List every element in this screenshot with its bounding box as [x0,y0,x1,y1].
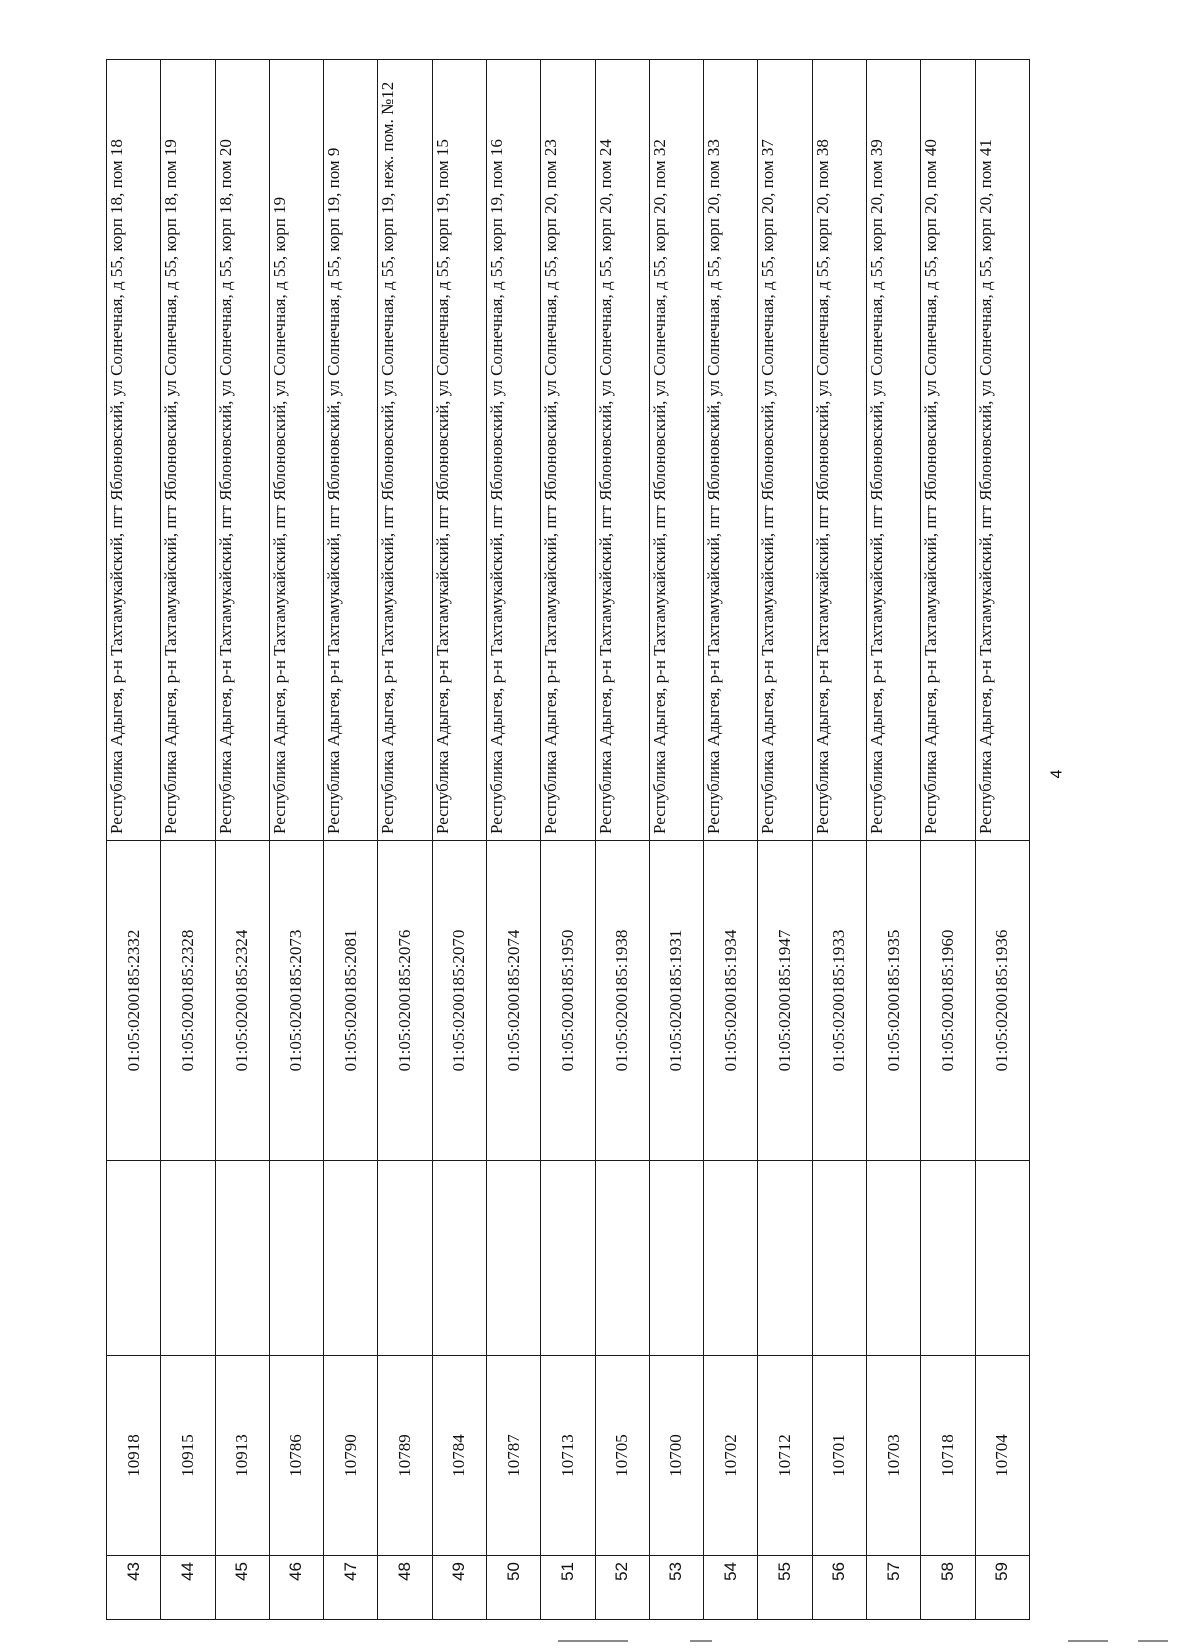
empty-cell [812,1161,866,1356]
table-row [649,60,703,1620]
page-number: 4 [1048,769,1066,779]
address-cell: Республика Адыгея, р-н Тахтамукайский, пгт Яблоновский, ул Солнечная, д 55, корп 18, пом 19 [161,60,215,841]
object-code-cell: 10700 [649,1356,703,1556]
empty-cell [324,1161,378,1356]
object-code-cell: 10704 [975,1356,1030,1556]
address-cell: Республика Адыгея, р-н Тахтамукайский, пгт Яблоновский, ул Солнечная, д 55, корп 20, пом 38 [812,60,866,841]
address-cell: Республика Адыгея, р-н Тахтамукайский, пгт Яблоновский, ул Солнечная, д 55, корп 19, неж. пом. №12 [378,60,432,841]
empty-cell [921,1161,975,1356]
row-number-cell: 51 [541,1556,595,1620]
empty-cell [866,1161,920,1356]
address-cell: Республика Адыгея, р-н Тахтамукайский, пгт Яблоновский, ул Солнечная, д 55, корп 19, пом 15 [432,60,486,841]
empty-cell [541,1161,595,1356]
address-cell: Республика Адыгея, р-н Тахтамукайский, пгт Яблоновский, ул Солнечная, д 55, корп 18, пом 20 [215,60,269,841]
row-number-cell: 56 [812,1556,866,1620]
address-cell: Республика Адыгея, р-н Тахтамукайский, пгт Яблоновский, ул Солнечная, д 55, корп 20, пом 24 [595,60,649,841]
cadastral-number-cell: 01:05:0200185:1938 [595,841,649,1161]
table-row [161,60,215,1620]
object-code-cell: 10703 [866,1356,920,1556]
table-row [595,60,649,1620]
cadastral-number-cell: 01:05:0200185:1936 [975,841,1030,1161]
empty-cell [486,1161,540,1356]
property-registry-table [106,59,1030,1620]
row-number-cell: 46 [269,1556,323,1620]
object-code-cell: 10705 [595,1356,649,1556]
table-row [107,60,161,1620]
cadastral-number-cell: 01:05:0200185:2332 [107,841,161,1161]
cadastral-number-cell: 01:05:0200185:1960 [921,841,975,1161]
empty-cell [758,1161,812,1356]
object-code-cell: 10790 [324,1356,378,1556]
object-code-cell: 10784 [432,1356,486,1556]
object-code-cell: 10701 [812,1356,866,1556]
cadastral-number-cell: 01:05:0200185:2076 [378,841,432,1161]
object-code-cell: 10712 [758,1356,812,1556]
table-row [269,60,323,1620]
object-code-cell: 10786 [269,1356,323,1556]
scan-artifact-line [1068,1640,1108,1642]
row-number-cell: 59 [975,1556,1030,1620]
object-code-cell: 10918 [107,1356,161,1556]
table-row [541,60,595,1620]
object-code-cell: 10718 [921,1356,975,1556]
empty-cell [432,1161,486,1356]
cadastral-number-cell: 01:05:0200185:1947 [758,841,812,1161]
address-cell: Республика Адыгея, р-н Тахтамукайский, пгт Яблоновский, ул Солнечная, д 55, корп 20, пом 41 [975,60,1030,841]
object-code-cell: 10913 [215,1356,269,1556]
scan-artifact-line [558,1640,628,1642]
address-cell: Республика Адыгея, р-н Тахтамукайский, пгт Яблоновский, ул Солнечная, д 55, корп 18, пом 18 [107,60,161,841]
empty-cell [161,1161,215,1356]
address-cell: Республика Адыгея, р-н Тахтамукайский, пгт Яблоновский, ул Солнечная, д 55, корп 20, пом 39 [866,60,920,841]
address-cell: Республика Адыгея, р-н Тахтамукайский, пгт Яблоновский, ул Солнечная, д 55, корп 20, пом 33 [704,60,758,841]
table-row [324,60,378,1620]
address-cell: Республика Адыгея, р-н Тахтамукайский, пгт Яблоновский, ул Солнечная, д 55, корп 20, пом 37 [758,60,812,841]
cadastral-number-cell: 01:05:0200185:2328 [161,841,215,1161]
scan-artifact-line [1138,1640,1168,1642]
table-row [704,60,758,1620]
address-cell: Республика Адыгея, р-н Тахтамукайский, пгт Яблоновский, ул Солнечная, д 55, корп 20, пом 40 [921,60,975,841]
row-number-cell: 55 [758,1556,812,1620]
table-row [866,60,920,1620]
row-number-cell: 53 [649,1556,703,1620]
cadastral-number-cell: 01:05:0200185:2074 [486,841,540,1161]
row-number-cell: 57 [866,1556,920,1620]
table-body [107,60,1030,1620]
table-row [215,60,269,1620]
address-cell: Республика Адыгея, р-н Тахтамукайский, пгт Яблоновский, ул Солнечная, д 55, корп 19, пом 9 [324,60,378,841]
cadastral-number-cell: 01:05:0200185:1950 [541,841,595,1161]
scan-artifact-line [690,1640,712,1642]
empty-cell [378,1161,432,1356]
row-number-cell: 47 [324,1556,378,1620]
empty-cell [704,1161,758,1356]
empty-cell [975,1161,1030,1356]
cadastral-number-cell: 01:05:0200185:1933 [812,841,866,1161]
object-code-cell: 10915 [161,1356,215,1556]
address-cell: Республика Адыгея, р-н Тахтамукайский, пгт Яблоновский, ул Солнечная, д 55, корп 19 [269,60,323,841]
object-code-cell: 10789 [378,1356,432,1556]
row-number-cell: 52 [595,1556,649,1620]
table-row [758,60,812,1620]
empty-cell [215,1161,269,1356]
cadastral-number-cell: 01:05:0200185:1935 [866,841,920,1161]
cadastral-number-cell: 01:05:0200185:2070 [432,841,486,1161]
table-row [812,60,866,1620]
cadastral-number-cell: 01:05:0200185:2073 [269,841,323,1161]
row-number-cell: 49 [432,1556,486,1620]
table-row [378,60,432,1620]
row-number-cell: 45 [215,1556,269,1620]
empty-cell [595,1161,649,1356]
row-number-cell: 58 [921,1556,975,1620]
table-row [486,60,540,1620]
table-row [432,60,486,1620]
empty-cell [107,1161,161,1356]
table-row [975,60,1030,1620]
cadastral-number-cell: 01:05:0200185:1931 [649,841,703,1161]
cadastral-number-cell: 01:05:0200185:2081 [324,841,378,1161]
address-cell: Республика Адыгея, р-н Тахтамукайский, пгт Яблоновский, ул Солнечная, д 55, корп 20, пом 23 [541,60,595,841]
cadastral-number-cell: 01:05:0200185:2324 [215,841,269,1161]
object-code-cell: 10713 [541,1356,595,1556]
object-code-cell: 10787 [486,1356,540,1556]
address-cell: Республика Адыгея, р-н Тахтамукайский, пгт Яблоновский, ул Солнечная, д 55, корп 20, пом 32 [649,60,703,841]
table-row [921,60,975,1620]
empty-cell [649,1161,703,1356]
row-number-cell: 48 [378,1556,432,1620]
address-cell: Республика Адыгея, р-н Тахтамукайский, пгт Яблоновский, ул Солнечная, д 55, корп 19, пом 16 [486,60,540,841]
row-number-cell: 43 [107,1556,161,1620]
object-code-cell: 10702 [704,1356,758,1556]
row-number-cell: 44 [161,1556,215,1620]
cadastral-number-cell: 01:05:0200185:1934 [704,841,758,1161]
row-number-cell: 54 [704,1556,758,1620]
rotated-table-container [106,0,1030,1620]
empty-cell [269,1161,323,1356]
row-number-cell: 50 [486,1556,540,1620]
